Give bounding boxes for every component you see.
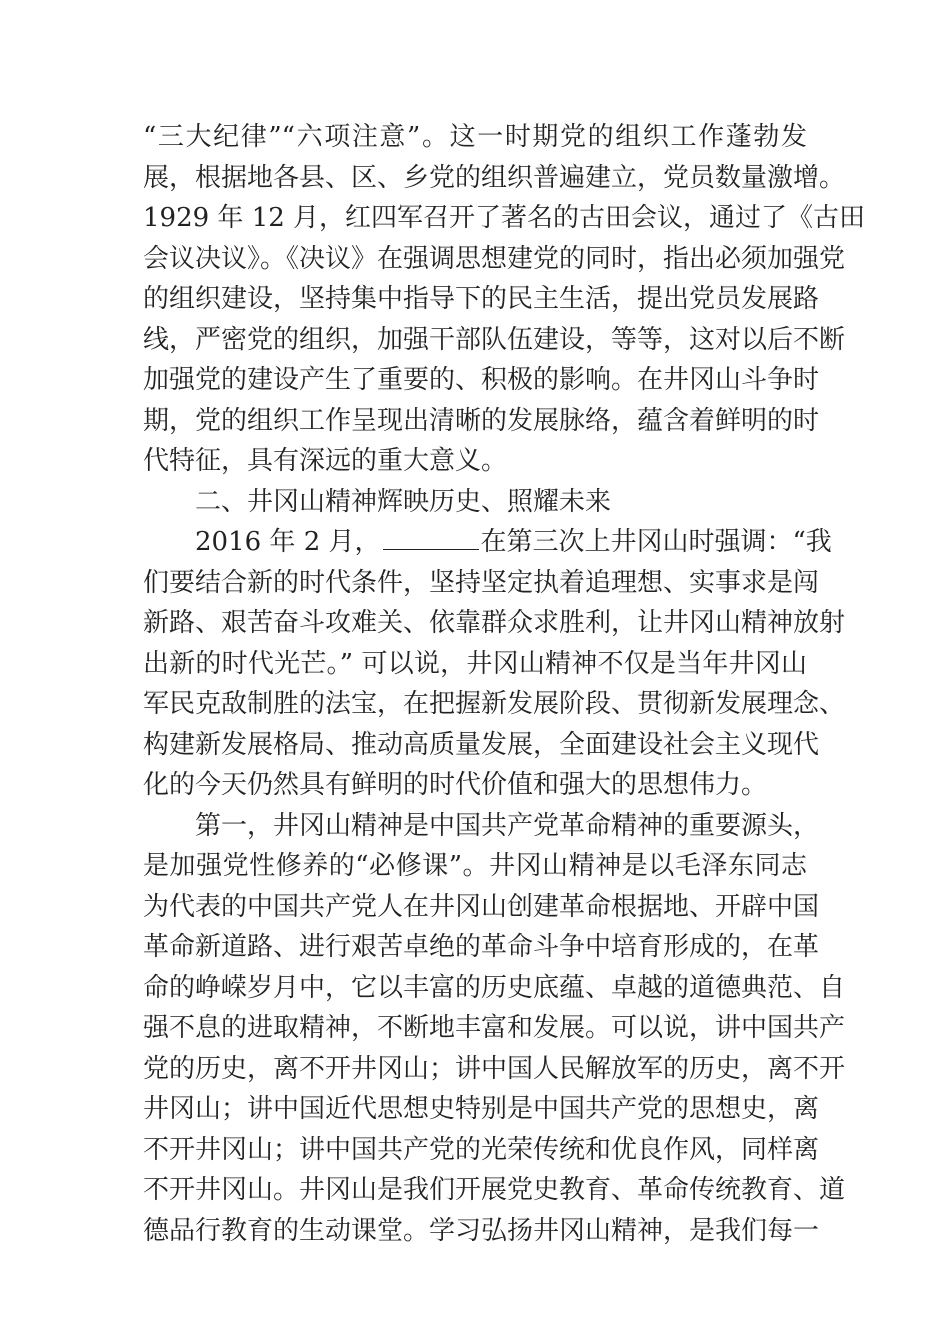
text-line: 是加强党性修养的“必修课”。井冈山精神是以毛泽东同志 (143, 851, 807, 881)
text-line-with-blank (143, 522, 832, 563)
text-line: “三大纪律”“六项注意”。这一时期党的组织工作蓬勃发 (143, 122, 807, 152)
fill-in-blank (383, 527, 479, 550)
text-line: 期，党的组织工作呈现出清晰的发展脉络，蕴含着鲜明的时 (143, 405, 820, 436)
text-line: 党的历史，离不开井冈山；讲中国人民解放军的历史，离不开 (143, 1053, 846, 1084)
text-line: 化的今天仍然具有鲜明的时代价值和强大的思想伟力。 (143, 770, 768, 800)
body-text (143, 117, 866, 1251)
text-line: 线，严密党的组织，加强干部队伍建设，等等，这对以后不断 (143, 324, 846, 355)
paragraph-jinggangshan-spirit (143, 522, 846, 806)
text-line: 德品行教育的生动课堂。学习弘扬井冈山精神，是我们每一 (143, 1215, 820, 1246)
text-line: 井冈山；讲中国近代思想史特别是中国共产党的思想史，离 (143, 1094, 820, 1124)
text-line: 构建新发展格局、推动高质量发展，全面建设社会主义现代 (143, 729, 820, 760)
text-line: 展，根据地各县、区、乡党的组织普遍建立，党员数量激增。 (143, 162, 846, 193)
text-line: 革命新道路、进行艰苦卓绝的革命斗争中培育形成的，在革 (143, 932, 820, 962)
text-line: 为代表的中国共产党人在井冈山创建革命根据地、开辟中国 (143, 891, 820, 922)
heading-text: 二、井冈山精神辉映历史、照耀未来 (195, 486, 612, 517)
text-line: 加强党的建设产生了重要的、积极的影响。在井冈山斗争时 (143, 365, 820, 395)
text-line: 代特征，具有深远的重大意义。 (143, 446, 508, 476)
text-line: 不开井冈山。井冈山是我们开展党史教育、革命传统教育、道 (143, 1175, 846, 1205)
paragraph-organization-work (143, 117, 866, 482)
text-line: 出新的时代光芒。” 可以说，井冈山精神不仅是当年井冈山 (143, 648, 807, 679)
text-line: 不开井冈山；讲中国共产党的光荣传统和优良作风，同样离 (143, 1134, 820, 1165)
text-line: 军民克敌制胜的法宝，在把握新发展阶段、贯彻新发展理念、 (143, 689, 846, 719)
text-segment: 在第三次上井冈山时强调：“我 (480, 527, 832, 557)
section-heading (143, 482, 807, 523)
text-line: 们要结合新的时代条件，坚持坚定执着追理想、实事求是闯 (143, 567, 820, 598)
text-line: 强不息的进取精神，不断地丰富和发展。可以说，讲中国共产 (143, 1013, 846, 1043)
text-segment: 2016 年 2 月， (195, 527, 381, 557)
text-line: 第一，井冈山精神是中国共产党革命精神的重要源头， (195, 810, 820, 841)
paragraph-first-point (143, 806, 846, 1252)
text-line: 会议决议》。《决议》在强调思想建党的同时，指出必须加强党 (143, 243, 846, 274)
text-line: 新路、艰苦奋斗攻难关、依靠群众求胜利，让井冈山精神放射 (143, 608, 846, 638)
text-line: 的组织建设，坚持集中指导下的民主生活，提出党员发展路 (143, 284, 820, 314)
text-line: 命的峥嵘岁月中，它以丰富的历史底蕴、卓越的道德典范、自 (143, 972, 846, 1003)
text-line: 1929 年 12 月，红四军召开了著名的古田会议，通过了《古田 (143, 203, 866, 233)
